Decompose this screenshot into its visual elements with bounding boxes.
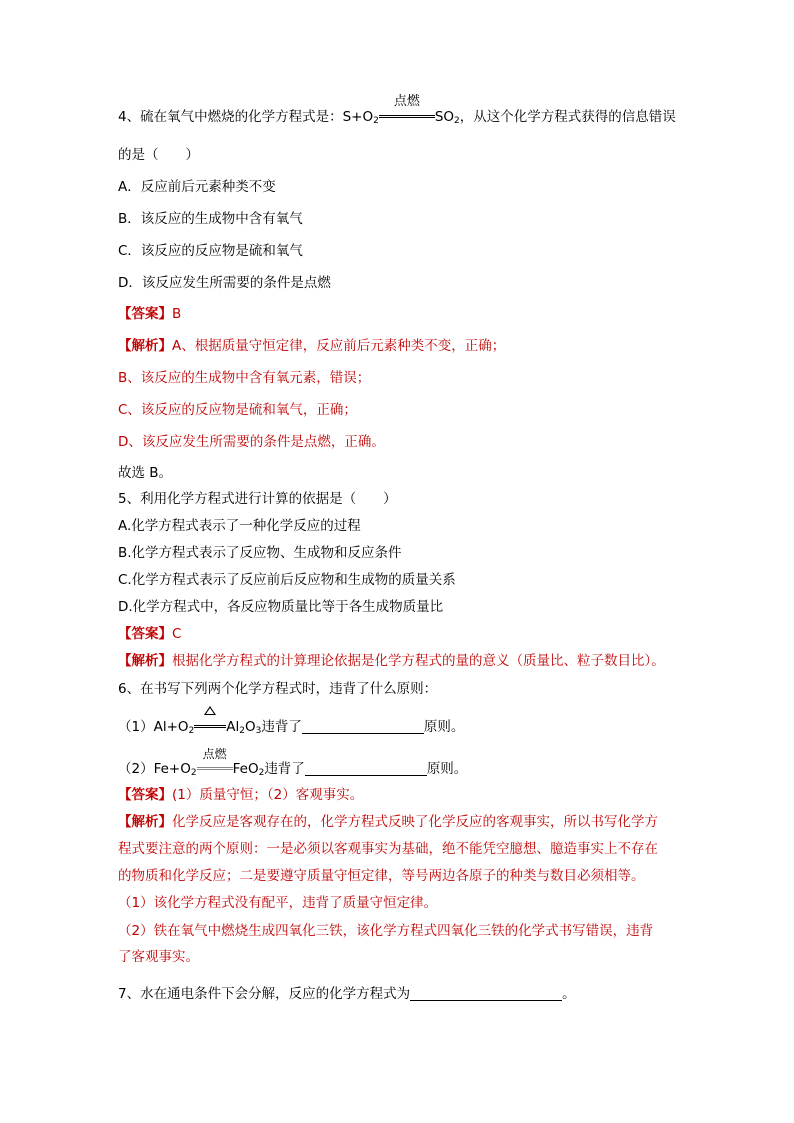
q7-stem: 7、水在通电条件下会分解，反应的化学方程式为 。 <box>118 986 576 1002</box>
q6-blank-1[interactable] <box>302 719 424 734</box>
q6-explain-1: （1）该化学方程式没有配平，违背了质量守恒定律。 <box>118 895 438 911</box>
q4-analysis-a: 【解析】A、根据质量守恒定律，反应前后元素种类不变，正确； <box>118 338 506 354</box>
q4-analysis-c: C、该反应的反应物是硫和氧气，正确； <box>118 402 357 418</box>
q4-conclusion: 故选 B。 <box>118 465 173 481</box>
q7-blank[interactable] <box>410 986 562 1001</box>
q6-answer: 【答案】(1）质量守恒；（2）客观事实。 <box>118 787 364 803</box>
q6-blank-2[interactable] <box>305 761 427 776</box>
q4-option-d: D．该反应发生所需要的条件是点燃 <box>118 275 331 291</box>
q4-answer: 【答案】B <box>118 306 182 322</box>
q4-option-a: A．反应前后元素种类不变 <box>118 179 276 195</box>
q5-option-c: C.化学方程式表示了反应前后反应物和生成物的质量关系 <box>118 572 456 588</box>
q4-analysis-d: D、该反应发生所需要的条件是点燃，正确。 <box>118 434 385 450</box>
q5-option-a: A.化学方程式表示了一种化学反应的过程 <box>118 518 361 534</box>
q6-explain-2-line1: （2）铁在氧气中燃烧生成四氧化三铁，该化学方程式四氧化三铁的化学式书写错误，违背 <box>118 923 654 939</box>
q4-stem-line2: 的是（ ） <box>118 147 199 163</box>
q4-option-c: C．该反应的反应物是硫和氧气 <box>118 243 303 259</box>
q5-stem: 5、利用化学方程式进行计算的依据是（ ） <box>118 491 397 507</box>
q4-reaction-arrow: 点燃 <box>379 115 435 121</box>
q6-item-1: $(1)Al+O_2$ $Al_2O_3$违背了 原则。 <box>118 718 464 740</box>
q5-answer: 【答案】C <box>118 626 182 642</box>
q6-analysis-line2: 程式要注意的两个原则：一是必须以客观事实为基础，绝不能凭空臆想、臆造事实上不存在 <box>118 841 658 857</box>
q6-analysis-line3: 的物质和化学反应；二是要遵守质量守恒定律，等号两边各原子的种类与数目必须相等。 <box>118 868 645 884</box>
q4-stem: 4、硫在氧气中燃烧的化学方程式是：$S+O_2$ 点燃 $SO_2$，从这个化学方程式获得的信息错误 <box>118 94 676 126</box>
q6-ignite-arrow: 点燃 <box>197 767 233 773</box>
q6-analysis-line1: 【解析】化学反应是客观存在的，化学方程式反映了化学反应的客观事实，所以书写化学方 <box>118 814 658 830</box>
q5-option-b: B.化学方程式表示了反应物、生成物和反应条件 <box>118 545 402 561</box>
heat-triangle-icon <box>204 706 216 715</box>
q4-option-b: B．该反应的生成物中含有氧气 <box>118 211 303 227</box>
q5-analysis: 【解析】根据化学方程式的计算理论依据是化学方程式的量的意义（质量比、粒子数目比）。 <box>118 653 665 669</box>
q5-option-d: D.化学方程式中，各反应物质量比等于各生成物质量比 <box>118 599 444 615</box>
q6-stem: 6、在书写下列两个化学方程式时，违背了什么原则： <box>118 681 438 697</box>
q6-explain-2-line2: 了客观事实。 <box>118 949 199 965</box>
q4-analysis-b: B、该反应的生成物中含有氧元素，错误； <box>118 370 371 386</box>
q6-heat-arrow <box>194 725 226 731</box>
q6-item-2: $(2)Fe+O_2$ 点燃 FeO$_2$违背了 原则。 <box>118 747 468 778</box>
